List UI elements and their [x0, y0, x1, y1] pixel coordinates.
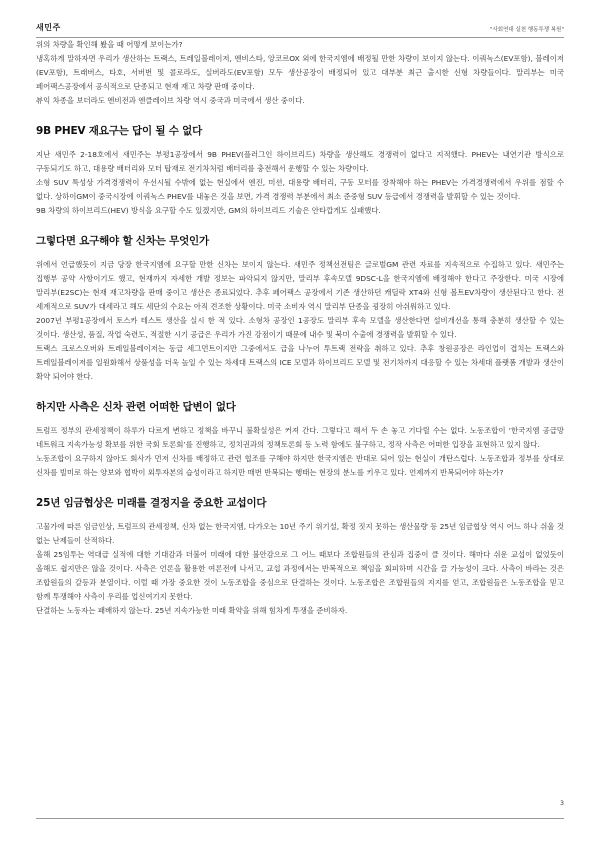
- paragraph: 위에서 언급했듯이 지금 당장 한국지엠에 요구할 만한 신차는 보이지 않는다. 새민주 정책선전팀은 글로벌GM 관련 자료를 지속적으로 수집하고 있다. 새민주는 집행부 공약 사항이기도 했고, 현재까지 자세한 개발 정보는 파악되지 않지만, 말리부 후속모델 9DSC-L을 한국지엠에 배정해야 한다고 주장한다. 미국 시장에 말리부(E2SC)는 현재 재고차량을 판매 중이고 생산은 종료되었다. 추후 페어팩스 공장에서 기존 생산하던 캐딜락 XT4와 신형 볼트EV차량이 생산된다고 한다. 전 세계적으로 SUV가 대세라고 해도 세단의 수요는 아직 견조한 상황이다. 미국 소비자 역시 말리부 단종을 굉장히 아쉬워하고 있다.: [36, 260, 564, 311]
- section-heading: 하지만 사측은 신차 관련 어떠한 답변이 없다: [36, 401, 236, 413]
- article-body: [36, 38, 564, 618]
- paragraph: 뷰익 차종을 보더라도 엔비전과 엔클레이브 차량 역시 중국과 미국에서 생산 중이다.: [36, 96, 305, 105]
- paragraph: 단결하는 노동자는 패배하지 않는다. 25년 지속가능한 미래 확약을 위해 힘차게 투쟁을 준비하자.: [36, 606, 348, 615]
- section-phev: [36, 123, 564, 218]
- paragraph: 트랙스 크로스오버와 트레일블레이저는 동급 세그먼트이지만 그중에서도 급을 나누어 투트랙 전략을 취하고 있다. 추후 창원공장은 라인업이 겹치는 트랙스와 트레일블레이저를 일원화해서 상품성을 더욱 높일 수 있는 차세대 트랙스의 ICE 모델과 하이브리드 모델 및 전기차까지 대응할 수 있는 차세대 플랫폼 개발과 생산이 확약 되어야 한다.: [36, 344, 564, 381]
- paragraph: 2007년 부평1공장에서 토스카 테스트 생산을 실시 한 적 있다. 소형차 공장인 1공장도 말리부 후속 모델을 생산한다면 설비개선을 통해 충분히 생산할 수 있는 것이다. 생산성, 품질, 작업 숙련도, 적절한 시기 공급은 우리가 가진 강점이기 때문에 내수 및 북미 수출에 경쟁력을 발휘할 수 있다.: [36, 316, 564, 339]
- page-number: 3: [560, 800, 564, 807]
- paragraph: 올해 25임투는 역대급 실적에 대한 기대감과 더불어 미래에 대한 불안감으로 그 어느 때보다 조합원들의 관심과 집중이 클 것이다. 해마다 쉬운 교섭이 없었듯이 올해도 쉽지만은 않을 것이다. 사측은 언론을 활용한 여론전에 나서고, 교섭 과정에서는 반복적으로 책임을 회피하며 시간을 끌 가능성이 크다. 사측이 바라는 것은 조합원들의 갈등과 분열이다. 이럴 때 가장 중요한 것이 노동조합을 중심으로 단결하는 것이다. 노동조합은 조합원들의 지지를 얻고, 조합원들은 노동조합을 믿고 함께 투쟁해야 사측이 우리를 업신여기지 못한다.: [36, 550, 564, 601]
- section-heading: 그렇다면 요구해야 할 신차는 무엇인가: [36, 235, 209, 247]
- brand-name: 새민주: [36, 23, 61, 32]
- paragraph: 트럼프 정부의 관세정책이 하루가 다르게 변하고 정책을 바꾸니 불확실성은 커져 간다. 그렇다고 해서 두 손 놓고 기다릴 수는 없다. 노동조합이 ‘한국지엠 공급망 네트워크 지속가능성 확보를 위한 국회 토론회’를 진행하고, 정치권과의 정책토론회 등 노력 함에도 불구하고, 정작 사측은 어떠한 입장을 표현하고 있지 않다.: [36, 426, 564, 449]
- intro-block: [36, 38, 564, 108]
- footer-divider: [36, 818, 564, 819]
- paragraph: 소형 SUV 특성상 가격경쟁력이 우선시될 수밖에 없는 현실에서 엔진, 미션, 대용량 배터리, 구동 모터를 장착해야 하는 PHEV는 가격경쟁력에서 우위를 점할 수 없다. 상하이GM이 중국시장에 이쿼녹스 PHEV를 내놓은 것을 보면, 가격 경쟁력 부분에서 최소 준중형 SUV 등급에서 경쟁력을 발휘할 수 있는 것이다.: [36, 178, 564, 201]
- paragraph: 위의 차량을 확인해 봤을 때 어떻게 보이는가?: [36, 40, 183, 49]
- header-slogan: "사회연대 실천 행동투쟁 복원": [489, 27, 564, 33]
- section-new-car: [36, 233, 564, 384]
- paragraph: 9B 차량의 하이브리드(HEV) 방식을 요구할 수도 있겠지만, GM의 하이브리드 기술은 안타깝게도 실패했다.: [36, 206, 381, 215]
- section-heading: 25년 임금협상은 미래를 결정지을 중요한 교섭이다: [36, 497, 267, 509]
- section-heading: 9B PHEV 재요구는 답이 될 수 없다: [36, 125, 203, 137]
- paragraph: 지난 새민주 2-18호에서 새민주는 부평1공장에서 9B PHEV(플러그인 하이브리드) 차량을 생산해도 경쟁력이 없다고 지적했다. PHEV는 내연기관 방식으로 구동되기도 하고, 대용량 배터리와 모터 탑재로 전기차처럼 배터리를 충전해서 운행할 수 있는 차량이다.: [36, 150, 564, 173]
- section-no-answer: [36, 399, 564, 480]
- section-wage-negotiation: [36, 495, 564, 618]
- paragraph: 노동조합이 요구하지 않아도 회사가 먼저 신차를 배정하고 관련 협조를 구해야 하지만 한국지엠은 반대로 되어 있는 현실이 개탄스럽다. 노동조합과 정부를 상대로 신차를 빌미로 하는 양보와 협박이 외투자본의 습성이라고 하지만 매번 반복되는 행태는 현장의 분노를 키우고 있다. 언제까지 반복되어야 하는가?: [36, 454, 564, 477]
- page-header: [36, 22, 564, 38]
- paragraph: 냉혹하게 말하자면 우리가 생산하는 트랙스, 트레일블레이저, 엔비스타, 앙코르OX 외에 한국지엠에 배정될 만한 차량이 보이지 않는다. 이쿼녹스(EV포함), 블레이저(EV포함), 트래버스, 타호, 서버번 및 콜로라도, 실버라도(EV포함) 모두 생산공장이 배정되어 있고 대부분 최근 출시한 신형 차량들이다. 말리부는 미국 페어팩스공장에서 공식적으로 단종되고 현재 재고 차량 판매 중이다.: [36, 54, 564, 91]
- paragraph: 고물가에 따른 임금인상, 트럼프의 관세정책, 신차 없는 한국지엠, 다가오는 10년 주기 위기설, 확정 짓지 못하는 생산물량 등 25년 임금협상 역시 어느 하나 쉬울 것 없는 난제들이 산적하다.: [36, 522, 564, 545]
